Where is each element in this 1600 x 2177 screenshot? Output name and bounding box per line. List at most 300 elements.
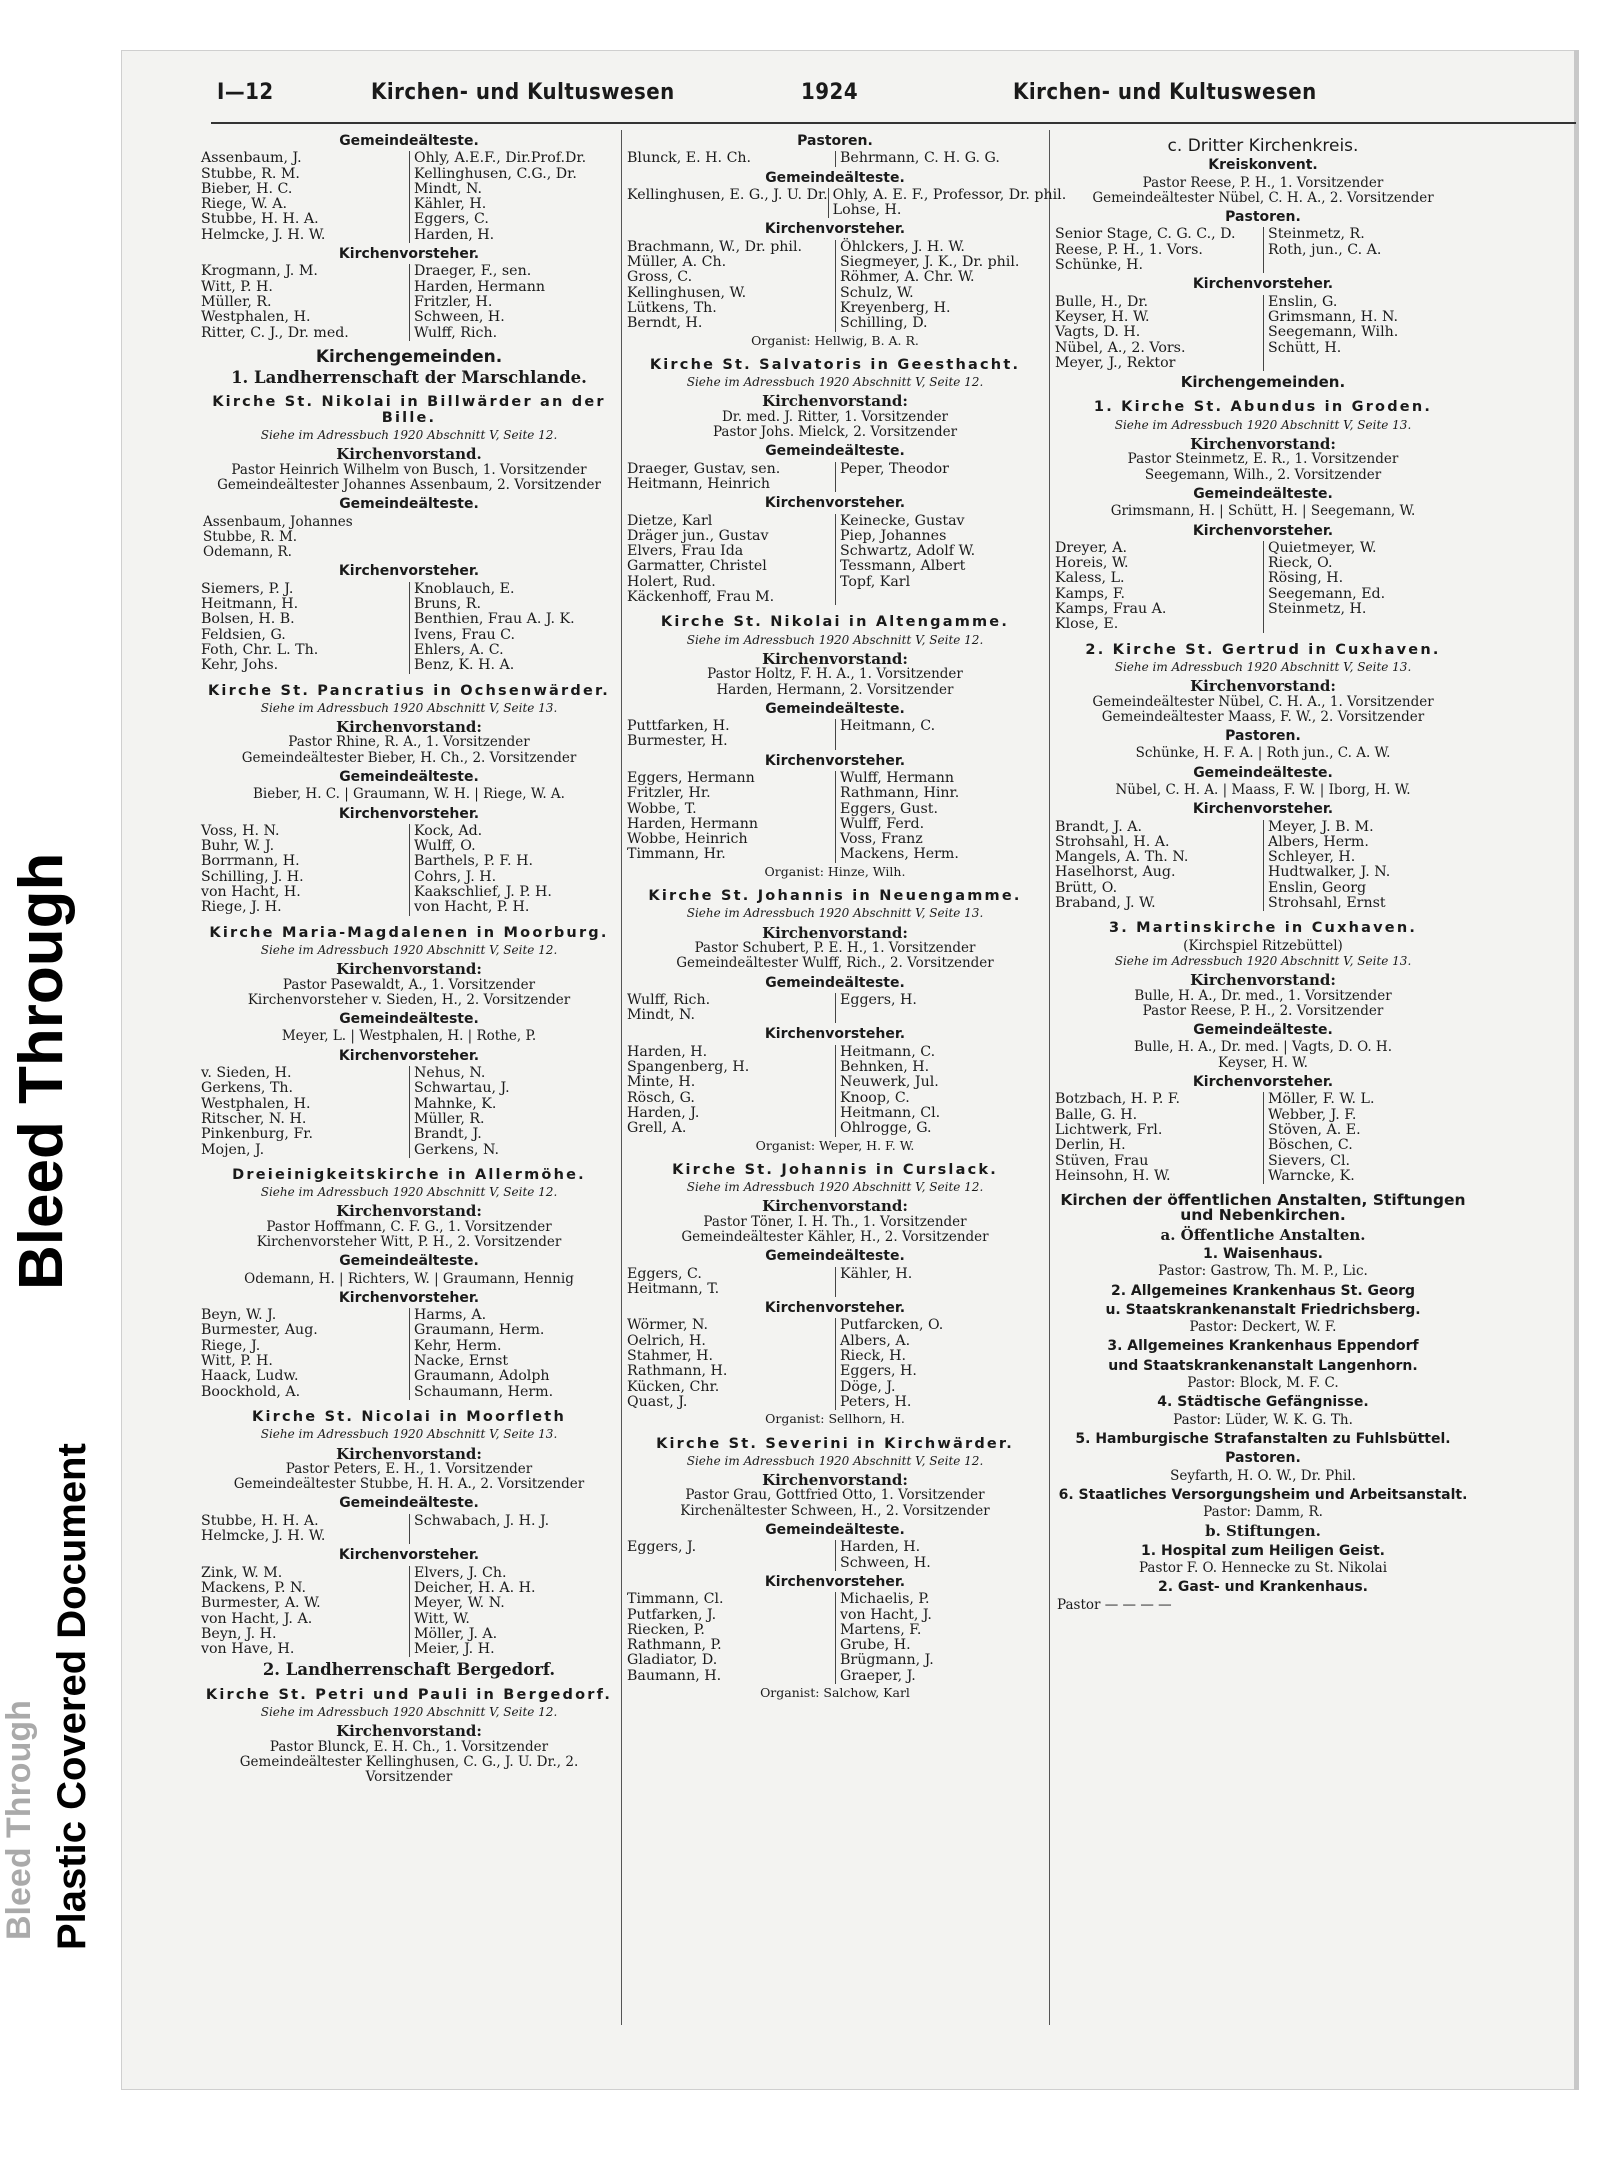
- text-line: Kirchenvorsteher v. Sieden, H., 2. Vorsitzender: [247, 991, 571, 1008]
- name-list: [625, 719, 1045, 750]
- section-heading: Gemeindeälteste.: [765, 443, 905, 460]
- name-entry: Elvers, J. Ch.: [409, 1566, 617, 1581]
- name-entry: Haselhorst, Aug.: [1055, 864, 1176, 881]
- name-entry: Botzbach, H. P. F.: [1055, 1091, 1181, 1108]
- name-entry: [835, 1008, 1043, 1023]
- name-entry: Kamps, F.: [1055, 585, 1126, 602]
- reference-note: Siehe im Adressbuch 1920 Abschnitt V, Seite 12.: [686, 632, 984, 647]
- name-entry: Draeger, Gustav, sen.: [627, 460, 781, 477]
- name-entry: Stubbe, R. M.: [201, 165, 300, 182]
- text-line: Pastor Reese, P. H., 1. Vorsitzender: [1142, 174, 1384, 191]
- section-heading: Gemeindeälteste.: [765, 974, 905, 991]
- subheading: Kirchenvorstand:: [1190, 435, 1336, 454]
- name-entry: Graumann, Herm.: [409, 1323, 617, 1338]
- name-entry: Schaumann, Herm.: [409, 1385, 617, 1400]
- name-entry: Dreyer, A.: [1055, 539, 1127, 556]
- name-entry: Wobbe, T.: [627, 800, 697, 817]
- name-entry: Riege, J.: [201, 1337, 261, 1354]
- name-entry: Böschen, C.: [1263, 1138, 1471, 1153]
- text-line: Pastor Töner, I. H. Th., 1. Vorsitzender: [703, 1213, 967, 1230]
- running-title-right: Kirchen- und Kultuswesen: [1013, 80, 1317, 105]
- text-lines: [625, 941, 1045, 972]
- subheading: a. Öffentliche Anstalten.: [1160, 1225, 1366, 1244]
- section-heading: Kirchenvorsteher.: [1192, 1074, 1334, 1091]
- name-entry: Mojen, J.: [201, 1141, 265, 1158]
- text-lines: [199, 735, 619, 766]
- name-entry: Westphalen, H.: [201, 1095, 311, 1112]
- name-entry: [1263, 356, 1471, 371]
- text-line: Grimsmann, H. | Schütt, H. | Seegemann, W.: [1110, 503, 1416, 520]
- name-entry: Möller, J. A.: [409, 1627, 617, 1642]
- name-entry: Heitmann, C.: [835, 719, 1043, 734]
- name-entry: Peper, Theodor: [835, 462, 1043, 477]
- institution-heading: 4. Städtische Gefängnisse.: [1157, 1394, 1369, 1411]
- name-entry: Ehlers, A. C.: [409, 643, 617, 658]
- name-entry: Warncke, K.: [1263, 1169, 1471, 1184]
- name-entry: Strohsahl, Ernst: [1263, 896, 1471, 911]
- name-entry: [835, 734, 1043, 749]
- name-entry: Beyn, J. H.: [201, 1625, 277, 1642]
- section-heading: Gemeindeälteste.: [1193, 764, 1333, 781]
- column-middle: [625, 130, 1067, 1702]
- text-lines: [199, 1740, 619, 1786]
- year: 1924: [801, 80, 859, 105]
- name-entry: Gerkens, N.: [409, 1143, 617, 1158]
- text-line: Pastor Blunck, E. H. Ch., 1. Vorsitzender: [269, 1738, 549, 1755]
- name-entry: Ohlrogge, G.: [835, 1121, 1043, 1136]
- section-heading: Kirchenvorsteher.: [338, 563, 480, 580]
- church-heading: Kirche St. Johannis in Curslack.: [672, 1161, 998, 1178]
- name-entry: Schilling, J. H.: [201, 868, 304, 885]
- name-entry: Stöven, A. E.: [1263, 1123, 1471, 1138]
- name-entry: Mangels, A. Th. N.: [1055, 849, 1189, 866]
- name-entry: Tessmann, Albert: [835, 559, 1043, 574]
- name-entry: Meyer, J. B. M.: [1263, 820, 1471, 835]
- name-entry: Seegemann, Wilh.: [1263, 325, 1471, 340]
- name-entry: Siegmeyer, J. K., Dr. phil.: [835, 255, 1043, 270]
- name-entry: Nacke, Ernst: [409, 1354, 617, 1369]
- name-list: [625, 1540, 1045, 1571]
- name-entry: Feldsien, G.: [201, 626, 286, 643]
- name-entry: Enslin, G.: [1263, 295, 1471, 310]
- name-entry: Brügmann, J.: [835, 1653, 1043, 1668]
- name-entry: Heitmann, Heinrich: [627, 475, 771, 492]
- text-line: Kirchenältester Schween, H., 2. Vorsitzender: [680, 1502, 990, 1519]
- column-right: [1053, 130, 1473, 1613]
- text-line: Odemann, H. | Richters, W. | Graumann, Hennig: [244, 1270, 574, 1287]
- text-lines: [625, 410, 1045, 441]
- name-entry: von Hacht, J. A.: [201, 1610, 313, 1627]
- name-entry: [835, 590, 1043, 605]
- organist-line: Organist: Hellwig, B. A. R.: [751, 332, 919, 348]
- name-entry: Siemers, P. J.: [201, 580, 294, 597]
- name-entry: Garmatter, Christel: [627, 558, 767, 575]
- name-entry: Möller, F. W. L.: [1263, 1092, 1471, 1107]
- section-heading: Kirchenvorsteher.: [764, 752, 906, 769]
- name-entry: Neuwerk, Jul.: [835, 1075, 1043, 1090]
- name-list: [625, 771, 1045, 863]
- section-heading: c. Dritter Kirchenkreis.: [1167, 136, 1359, 156]
- name-entry: Eggers, C.: [627, 1265, 702, 1282]
- name-entry: Heitmann, T.: [627, 1280, 720, 1297]
- name-list: [1053, 820, 1473, 912]
- name-entry: von Hacht, H.: [201, 884, 301, 901]
- name-entry: Schünke, H.: [1055, 257, 1143, 274]
- text-line: Pastor: Damm, R.: [1203, 1504, 1323, 1521]
- text-line: Pastor F. O. Hennecke zu St. Nikolai: [1138, 1560, 1388, 1577]
- name-list: [199, 824, 619, 916]
- name-entry: Braband, J. W.: [1055, 895, 1156, 912]
- name-entry: Stubbe, H. H. A.: [201, 211, 319, 228]
- name-entry: [627, 1556, 835, 1571]
- section-heading: Gemeindeälteste.: [339, 1253, 479, 1270]
- reference-note: Siehe im Adressbuch 1920 Abschnitt V, Seite 12.: [260, 942, 558, 957]
- name-entry: Schween, H.: [409, 310, 617, 325]
- name-entry: Meyer, W. N.: [409, 1596, 617, 1611]
- name-entry: Quast, J.: [627, 1393, 688, 1410]
- name-entry: Mackens, P. N.: [201, 1579, 307, 1596]
- name-entry: Ohly, A.E.F., Dir.Prof.Dr.: [409, 151, 617, 166]
- text-line: Pastor Heinrich Wilhelm von Busch, 1. Vorsitzender: [231, 461, 587, 478]
- name-entry: Vagts, D. H.: [1055, 324, 1141, 341]
- name-entry: Schwartau, J.: [409, 1081, 617, 1096]
- church-heading: Kirche St. Nikolai in Billwärder an der Bille.: [212, 394, 606, 426]
- name-list: [625, 1045, 1045, 1137]
- church-heading: Kirche Maria-Magdalenen in Moorburg.: [209, 924, 609, 941]
- text-lines: [199, 978, 619, 1009]
- name-entry: Eggers, Gust.: [835, 802, 1043, 817]
- section-heading: Gemeindeälteste.: [339, 496, 479, 513]
- name-entry: Wulff, O.: [409, 839, 617, 854]
- page-number: I—12: [217, 80, 274, 105]
- text-line: Gemeindeältester Kähler, H., 2. Vorsitzender: [681, 1229, 989, 1245]
- name-entry: Helmcke, J. H. W.: [201, 1528, 326, 1545]
- name-entry: Heitmann, C.: [835, 1045, 1043, 1060]
- section-heading: Gemeindeälteste.: [765, 1248, 905, 1265]
- name-entry: Burmester, A. W.: [201, 1595, 321, 1612]
- church-heading: Kirche St. Severini in Kirchwärder.: [656, 1435, 1014, 1452]
- text-line: Pastor: Lüder, W. K. G. Th.: [1173, 1411, 1353, 1428]
- text-line: Pastor Schubert, P. E. H., 1. Vorsitzender: [694, 939, 976, 956]
- organist-line: Organist: Hinze, Wilh.: [764, 863, 906, 879]
- reference-note: Siehe im Adressbuch 1920 Abschnitt V, Seite 12.: [260, 1705, 558, 1720]
- church-heading: Kirche St. Nikolai in Altengamme.: [660, 614, 1010, 631]
- organist-line: Organist: Weper, H. F. W.: [755, 1137, 915, 1153]
- name-entry: Witt, P. H.: [201, 1353, 273, 1370]
- name-entry: Schütt, H.: [1263, 341, 1471, 356]
- name-list: [1053, 227, 1473, 273]
- name-entry: v. Sieden, H.: [201, 1065, 292, 1082]
- name-entry: Bieber, H. C.: [201, 180, 293, 197]
- section-heading: Kirchenvorsteher.: [1192, 522, 1334, 539]
- text-line: Gemeindeältester Nübel, C. H. A., 1. Vorsitzender: [1092, 693, 1434, 710]
- text-line: Pastor Steinmetz, E. R., 1. Vorsitzender: [1127, 451, 1399, 468]
- name-entry: Martens, F.: [835, 1623, 1043, 1638]
- name-entry: Balle, G. H.: [1055, 1106, 1138, 1123]
- name-entry: Kreyenberg, H.: [835, 301, 1043, 316]
- column-left: [199, 130, 619, 1786]
- name-entry: Timmann, Hr.: [627, 846, 726, 863]
- text-line: Pastor Johs. Mielck, 2. Vorsitzender: [712, 424, 958, 441]
- name-entry: Riecken, P.: [627, 1621, 705, 1638]
- section-heading: Pastoren.: [1225, 1450, 1301, 1467]
- name-entry: Kähler, H.: [835, 1267, 1043, 1282]
- church-heading: 2. Kirche St. Gertrud in Cuxhaven.: [1085, 641, 1441, 658]
- reference-note: Siehe im Adressbuch 1920 Abschnitt V, Seite 13.: [1114, 953, 1412, 968]
- section-heading: Kirchenvorsteher.: [338, 1047, 480, 1064]
- reference-note: Siehe im Adressbuch 1920 Abschnitt V, Seite 12.: [686, 1453, 984, 1468]
- text-line: Gemeindeältester Bieber, H. Ch., 2. Vorsitzender: [241, 749, 577, 766]
- section-heading: Gemeindeälteste.: [765, 169, 905, 186]
- name-list: [1053, 541, 1473, 633]
- text-lines: [1053, 989, 1473, 1020]
- name-entry: Cohrs, J. H.: [409, 870, 617, 885]
- text-lines: [199, 463, 619, 494]
- name-list: [199, 1308, 619, 1400]
- text-line: Pastor: Gastrow, Th. M. P., Lic.: [1158, 1263, 1368, 1280]
- name-entry: Mindt, N.: [409, 182, 617, 197]
- name-entry: Michaelis, P.: [835, 1592, 1043, 1607]
- name-entry: Krogmann, J. M.: [201, 263, 318, 280]
- name-entry: Kellinghusen, C.G., Dr.: [409, 167, 617, 182]
- name-entry: Gerkens, Th.: [201, 1080, 294, 1097]
- name-entry: Senior Stage, C. G. C., D.: [1055, 226, 1236, 243]
- reference-note: Siehe im Adressbuch 1920 Abschnitt V, Seite 12.: [260, 1185, 558, 1200]
- name-entry: Albers, Herm.: [1263, 835, 1471, 850]
- name-entry: [1263, 617, 1471, 632]
- name-list: [625, 1318, 1045, 1410]
- section-heading: Gemeindeälteste.: [339, 133, 479, 149]
- name-entry: [409, 1529, 617, 1544]
- institution-heading: und Staatskrankenanstalt Langenhorn.: [1108, 1357, 1418, 1374]
- text-line: Assenbaum, Johannes: [203, 513, 353, 530]
- section-heading: Kirchenvorsteher.: [338, 1289, 480, 1306]
- name-list: [625, 514, 1045, 606]
- name-entry: Witt, W.: [409, 1612, 617, 1627]
- institution-heading: 6. Staatliches Versorgungsheim und Arbeitsanstalt.: [1058, 1486, 1468, 1503]
- name-entry: Kock, Ad.: [409, 824, 617, 839]
- text-line: Pastor Reese, P. H., 2. Vorsitzender: [1142, 1002, 1384, 1019]
- name-entry: [835, 477, 1043, 492]
- name-entry: Röhmer, A. Chr. W.: [835, 270, 1043, 285]
- name-entry: Fritzler, H.: [409, 295, 617, 310]
- name-entry: Mackens, Herm.: [835, 847, 1043, 862]
- reference-note: Siehe im Adressbuch 1920 Abschnitt V, Seite 12.: [686, 375, 984, 390]
- header-rule: [211, 122, 1576, 124]
- name-entry: Benthien, Frau A. J. K.: [409, 612, 617, 627]
- name-entry: Rösch, G.: [627, 1089, 695, 1106]
- subheading: Kirchenvorstand:: [762, 1471, 908, 1490]
- section-heading: Kirchenvorsteher.: [1192, 801, 1334, 818]
- section-heading: Gemeindeälteste.: [339, 1011, 479, 1028]
- name-entry: Käckenhoff, Frau M.: [627, 589, 775, 606]
- text-lines: [625, 1215, 1045, 1246]
- name-entry: Derlin, H.: [1055, 1137, 1126, 1154]
- running-title-left: Kirchen- und Kultuswesen: [371, 80, 675, 105]
- name-entry: Kaakschlief, J. P. H.: [409, 885, 617, 900]
- text-line: Pastor: Deckert, W. F.: [1189, 1319, 1337, 1336]
- name-entry: Kähler, H.: [409, 197, 617, 212]
- name-entry: Meier, J. H.: [409, 1642, 617, 1657]
- text-line: Seyfarth, H. O. W., Dr. Phil.: [1170, 1467, 1356, 1484]
- name-entry: Stubbe, H. H. A.: [201, 1512, 319, 1529]
- name-entry: Schwabach, J. H. J.: [409, 1514, 617, 1529]
- name-entry: Albers, A.: [835, 1334, 1043, 1349]
- name-entry: Mindt, N.: [627, 1007, 696, 1024]
- name-entry: Müller, R.: [409, 1112, 617, 1127]
- text-lines: [625, 667, 1045, 698]
- name-entry: Voss, H. N.: [201, 822, 280, 839]
- text-lines-left: [199, 515, 619, 561]
- text-line: Pastor: Block, M. F. C.: [1187, 1375, 1339, 1392]
- name-entry: Stahmer, H.: [627, 1348, 713, 1365]
- name-entry: Schleyer, H.: [1263, 850, 1471, 865]
- section-heading: Kirchenvorsteher.: [338, 1547, 480, 1564]
- name-entry: Harms, A.: [409, 1308, 617, 1323]
- text-line: Pastor Grau, Gottfried Otto, 1. Vorsitzender: [685, 1487, 985, 1504]
- section-heading: Gemeindeälteste.: [339, 1495, 479, 1512]
- name-list: [625, 462, 1045, 493]
- subheading: Kirchenvorstand:: [762, 923, 908, 942]
- section-heading: Kirchenvorsteher.: [764, 1573, 906, 1590]
- name-entry: Harden, H.: [409, 228, 617, 243]
- name-entry: Boockhold, A.: [201, 1383, 301, 1400]
- name-entry: Bolsen, H. B.: [201, 611, 295, 628]
- name-entry: Mahnke, K.: [409, 1097, 617, 1112]
- church-heading: Kirche St. Pancratius in Ochsenwärder.: [208, 682, 610, 699]
- name-entry: Heitmann, H.: [201, 596, 299, 613]
- subheading: Kirchenvorstand:: [762, 649, 908, 668]
- name-entry: Wulff, Hermann: [835, 771, 1043, 786]
- name-entry: Assenbaum, J.: [201, 150, 302, 167]
- scan-margin: [0, 0, 118, 2177]
- text-line: Pastor — — — —: [1057, 1596, 1172, 1613]
- subheading: Kirchenvorstand:: [336, 1722, 482, 1741]
- name-entry: Witt, P. H.: [201, 278, 273, 295]
- reference-note: Siehe im Adressbuch 1920 Abschnitt V, Seite 12.: [686, 1180, 984, 1195]
- name-list: [199, 1514, 619, 1545]
- name-entry: Enslin, Georg: [1263, 881, 1471, 896]
- text-lines: [625, 1488, 1045, 1519]
- church-heading: Kirche St. Salvatoris in Geesthacht.: [649, 356, 1021, 373]
- name-entry: Reese, P. H., 1. Vors.: [1055, 241, 1203, 258]
- text-line: Bulle, H. A., Dr. med., 1. Vorsitzender: [1134, 987, 1392, 1004]
- reference-note: Siehe im Adressbuch 1920 Abschnitt V, Seite 13.: [1114, 417, 1412, 432]
- section-heading: Kirchenvorsteher.: [1192, 276, 1334, 293]
- text-line: Stubbe, R. M.: [203, 528, 298, 545]
- section-heading: Kirchenvorsteher.: [764, 1300, 906, 1317]
- name-list: [625, 151, 1045, 166]
- name-entry: Bulle, H., Dr.: [1055, 293, 1149, 310]
- institution-heading: 2. Allgemeines Krankenhaus St. Georg: [1110, 1282, 1416, 1299]
- name-entry: Berndt, H.: [627, 315, 703, 332]
- text-line: Gemeindeältester Maass, F. W., 2. Vorsitzender: [1101, 708, 1425, 725]
- name-entry: Borrmann, H.: [201, 853, 300, 870]
- text-line: Gemeindeältester Johannes Assenbaum, 2. Vorsitzender: [217, 476, 601, 493]
- name-entry: Nübel, A., 2. Vors.: [1055, 339, 1186, 356]
- section-heading: Kirchenvorsteher.: [338, 246, 480, 263]
- name-entry: Holert, Rud.: [627, 573, 716, 590]
- name-entry: Knoop, C.: [835, 1091, 1043, 1106]
- text-lines: [199, 1220, 619, 1251]
- name-entry: Lichtwerk, Frl.: [1055, 1121, 1163, 1138]
- name-entry: Spangenberg, H.: [627, 1059, 750, 1076]
- reference-note: Siehe im Adressbuch 1920 Abschnitt V, Seite 13.: [1114, 659, 1412, 674]
- name-entry: Westphalen, H.: [201, 309, 311, 326]
- section-heading: Kirchenvorsteher.: [764, 495, 906, 512]
- bleed-through-label: Bleed Through: [7, 852, 76, 1290]
- name-entry: Putfarcken, O.: [835, 1318, 1043, 1333]
- name-entry: Horeis, W.: [1055, 555, 1129, 572]
- name-entry: Rathmann, H.: [627, 1363, 728, 1380]
- subheading: b. Stiftungen.: [1205, 1522, 1321, 1541]
- church-heading: Dreieinigkeitskirche in Allermöhe.: [232, 1166, 586, 1183]
- name-entry: Helmcke, J. H. W.: [201, 226, 326, 243]
- name-entry: Draeger, F., sen.: [409, 264, 617, 279]
- name-entry: Brütt, O.: [1055, 879, 1118, 896]
- text-line: Odemann, R.: [203, 544, 292, 561]
- name-entry: Döge, J.: [835, 1380, 1043, 1395]
- name-entry: von Hacht, J.: [835, 1608, 1043, 1623]
- name-entry: Gladiator, D.: [627, 1652, 718, 1669]
- name-entry: Gross, C.: [627, 269, 693, 286]
- name-entry: Ohly, A. E. F., Professor, Dr. phil.: [828, 188, 1067, 203]
- name-list: [625, 240, 1045, 332]
- name-entry: Lütkens, Th.: [627, 299, 717, 316]
- section-heading: Kirchengemeinden.: [315, 346, 503, 367]
- text-line: Keyser, H. W.: [1218, 1054, 1308, 1071]
- section-heading: Pastoren.: [797, 133, 873, 149]
- subheading: Kirchenvorstand:: [336, 1444, 482, 1463]
- text-line: (Kirchspiel Ritzebüttel): [1183, 937, 1343, 954]
- name-entry: Grimsmann, H. N.: [1263, 310, 1471, 325]
- text-line: Gemeindeältester Kellinghusen, C. G., J. U. Dr., 2. Vorsitzender: [239, 1753, 579, 1786]
- organist-line: Organist: Salchow, Karl: [760, 1685, 910, 1701]
- name-entry: Elvers, Frau Ida: [627, 543, 744, 560]
- text-line: Pastor Rhine, R. A., 1. Vorsitzender: [288, 734, 530, 751]
- name-entry: Meyer, J., Rektor: [1055, 354, 1176, 371]
- name-entry: Riege, W. A.: [201, 196, 287, 213]
- reference-note: Siehe im Adressbuch 1920 Abschnitt V, Seite 13.: [260, 1427, 558, 1442]
- name-entry: Steinmetz, R.: [1263, 227, 1471, 242]
- text-line: Gemeindeältester Nübel, C. H. A., 2. Vorsitzender: [1092, 189, 1434, 206]
- name-entry: Keinecke, Gustav: [835, 514, 1043, 529]
- section-heading: Kreiskonvent.: [1208, 157, 1318, 174]
- name-entry: Haack, Ludw.: [201, 1368, 299, 1385]
- name-entry: Stüven, Frau: [1055, 1152, 1149, 1169]
- name-list: [625, 1592, 1045, 1684]
- text-line: Seegemann, Wilh., 2. Vorsitzender: [1144, 466, 1382, 483]
- name-entry: Seegemann, Ed.: [1263, 587, 1471, 602]
- institution-heading: 2. Gast- und Krankenhaus.: [1157, 1579, 1368, 1596]
- name-entry: Baumann, H.: [627, 1667, 722, 1684]
- text-line: Gemeindeältester Stubbe, H. H. A., 2. Vorsitzender: [233, 1476, 585, 1493]
- section-heading: Kirchenvorsteher.: [764, 221, 906, 238]
- name-entry: Rösing, H.: [1263, 571, 1471, 586]
- institution-heading: 5. Hamburgische Strafanstalten zu Fuhlsbüttel.: [1075, 1430, 1451, 1447]
- name-entry: Harden, H.: [835, 1540, 1043, 1555]
- name-entry: Wörmer, N.: [627, 1317, 709, 1334]
- name-entry: [1263, 258, 1471, 273]
- name-entry: Brachmann, W., Dr. phil.: [627, 238, 803, 255]
- region-heading: 2. Landherrenschaft Bergedorf.: [262, 1660, 556, 1680]
- faint-bleed-label: Bleed Through: [0, 1700, 38, 1940]
- page-edge: [1574, 50, 1579, 2090]
- text-line: Pastor Hoffmann, C. F. G., 1. Vorsitzender: [266, 1218, 552, 1235]
- name-entry: Keyser, H. W.: [1055, 308, 1150, 325]
- name-entry: Brandt, J. A.: [1055, 818, 1142, 835]
- name-entry: Putfarken, J.: [627, 1606, 717, 1623]
